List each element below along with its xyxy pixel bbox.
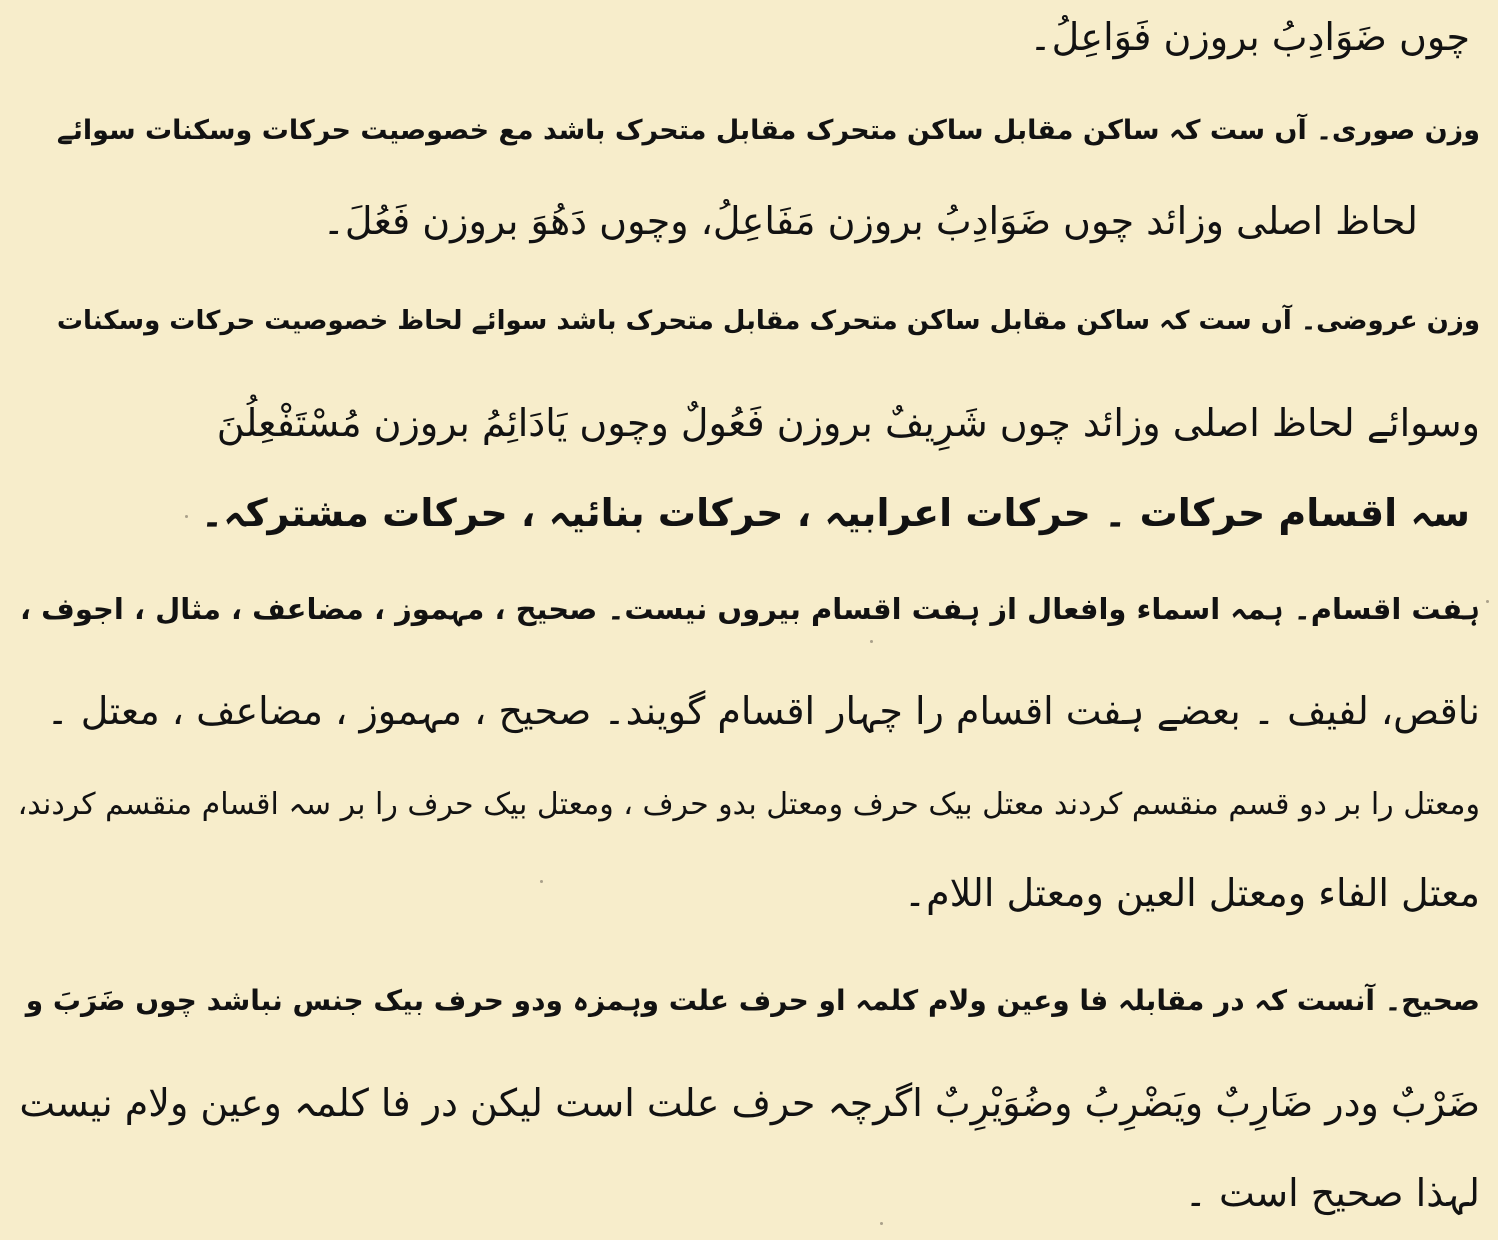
text-line-12: ضَرْبٌ ودر ضَارِبٌ ويَضْرِبُ وضُوَيْرِبٌ اگرچہ حرف علت است لیکن در فا کلمہ وعین ولام نیست (19, 1081, 1480, 1125)
text-line-6: سہ اقسام حرکات ۔ حرکات اعرابیہ ، حرکات بنائیہ ، حرکات مشترکہ۔ (200, 491, 1470, 535)
paper-speck (880, 1222, 883, 1225)
text-line-9: ومعتل را بر دو قسم منقسم کردند معتل بیک حرف ومعتل بدو حرف ، ومعتل بیک حرف را بر سہ اقسام منقسم کردند، (18, 787, 1480, 822)
text-line-8: ناقص، لفیف ۔ بعضے ہفت اقسام را چہار اقسام گویند۔ صحیح ، مہموز ، مضاعف ، معتل ۔ (46, 689, 1480, 733)
paper-speck (1486, 600, 1489, 603)
text-line-7: ہفت اقسام۔ ہمہ اسماء وافعال از ہفت اقسام بیروں نیست۔ صحیح ، مہموز ، مضاعف ، مثال ، اجوف ، (20, 592, 1480, 626)
text-line-5: وسوائے لحاظ اصلی وزائد چوں شَرِيفٌ بروزن فَعُولٌ وچوں يَادَائِمُ بروزن مُسْتَفْعِلُنَ (216, 401, 1480, 445)
text-line-2: وزن صوری۔ آں ست کہ ساکن مقابل ساکن متحرک مقابل متحرک باشد مع خصوصیت حرکات وسکنات سوائے (56, 115, 1480, 146)
text-line-11: صحیح۔ آنست کہ در مقابلہ فا وعین ولام کلمہ او حرف علت وہمزہ ودو حرف بیک جنس نباشد چوں ضَرَبَ و (25, 984, 1480, 1017)
text-line-4: وزن عروضی۔ آں ست کہ ساکن مقابل ساکن متحرک مقابل متحرک باشد سوائے لحاظ خصوصیت حرکات وسکنات (56, 306, 1480, 336)
paper-speck (185, 515, 188, 518)
text-line-10: معتل الفاء ومعتل العین ومعتل اللام۔ (903, 871, 1480, 915)
paper-speck (870, 640, 873, 643)
paper-speck (540, 880, 543, 883)
text-line-3: لحاظ اصلی وزائد چوں ضَوَادِبُ بروزن مَفَاعِلُ، وچوں دَهُوَ بروزن فَعُلَ۔ (322, 199, 1418, 243)
text-line-13: لہذا صحیح است ۔ (1184, 1171, 1480, 1215)
text-line-1: چوں ضَوَادِبُ بروزن فَوَاعِلُ۔ (1029, 15, 1470, 59)
